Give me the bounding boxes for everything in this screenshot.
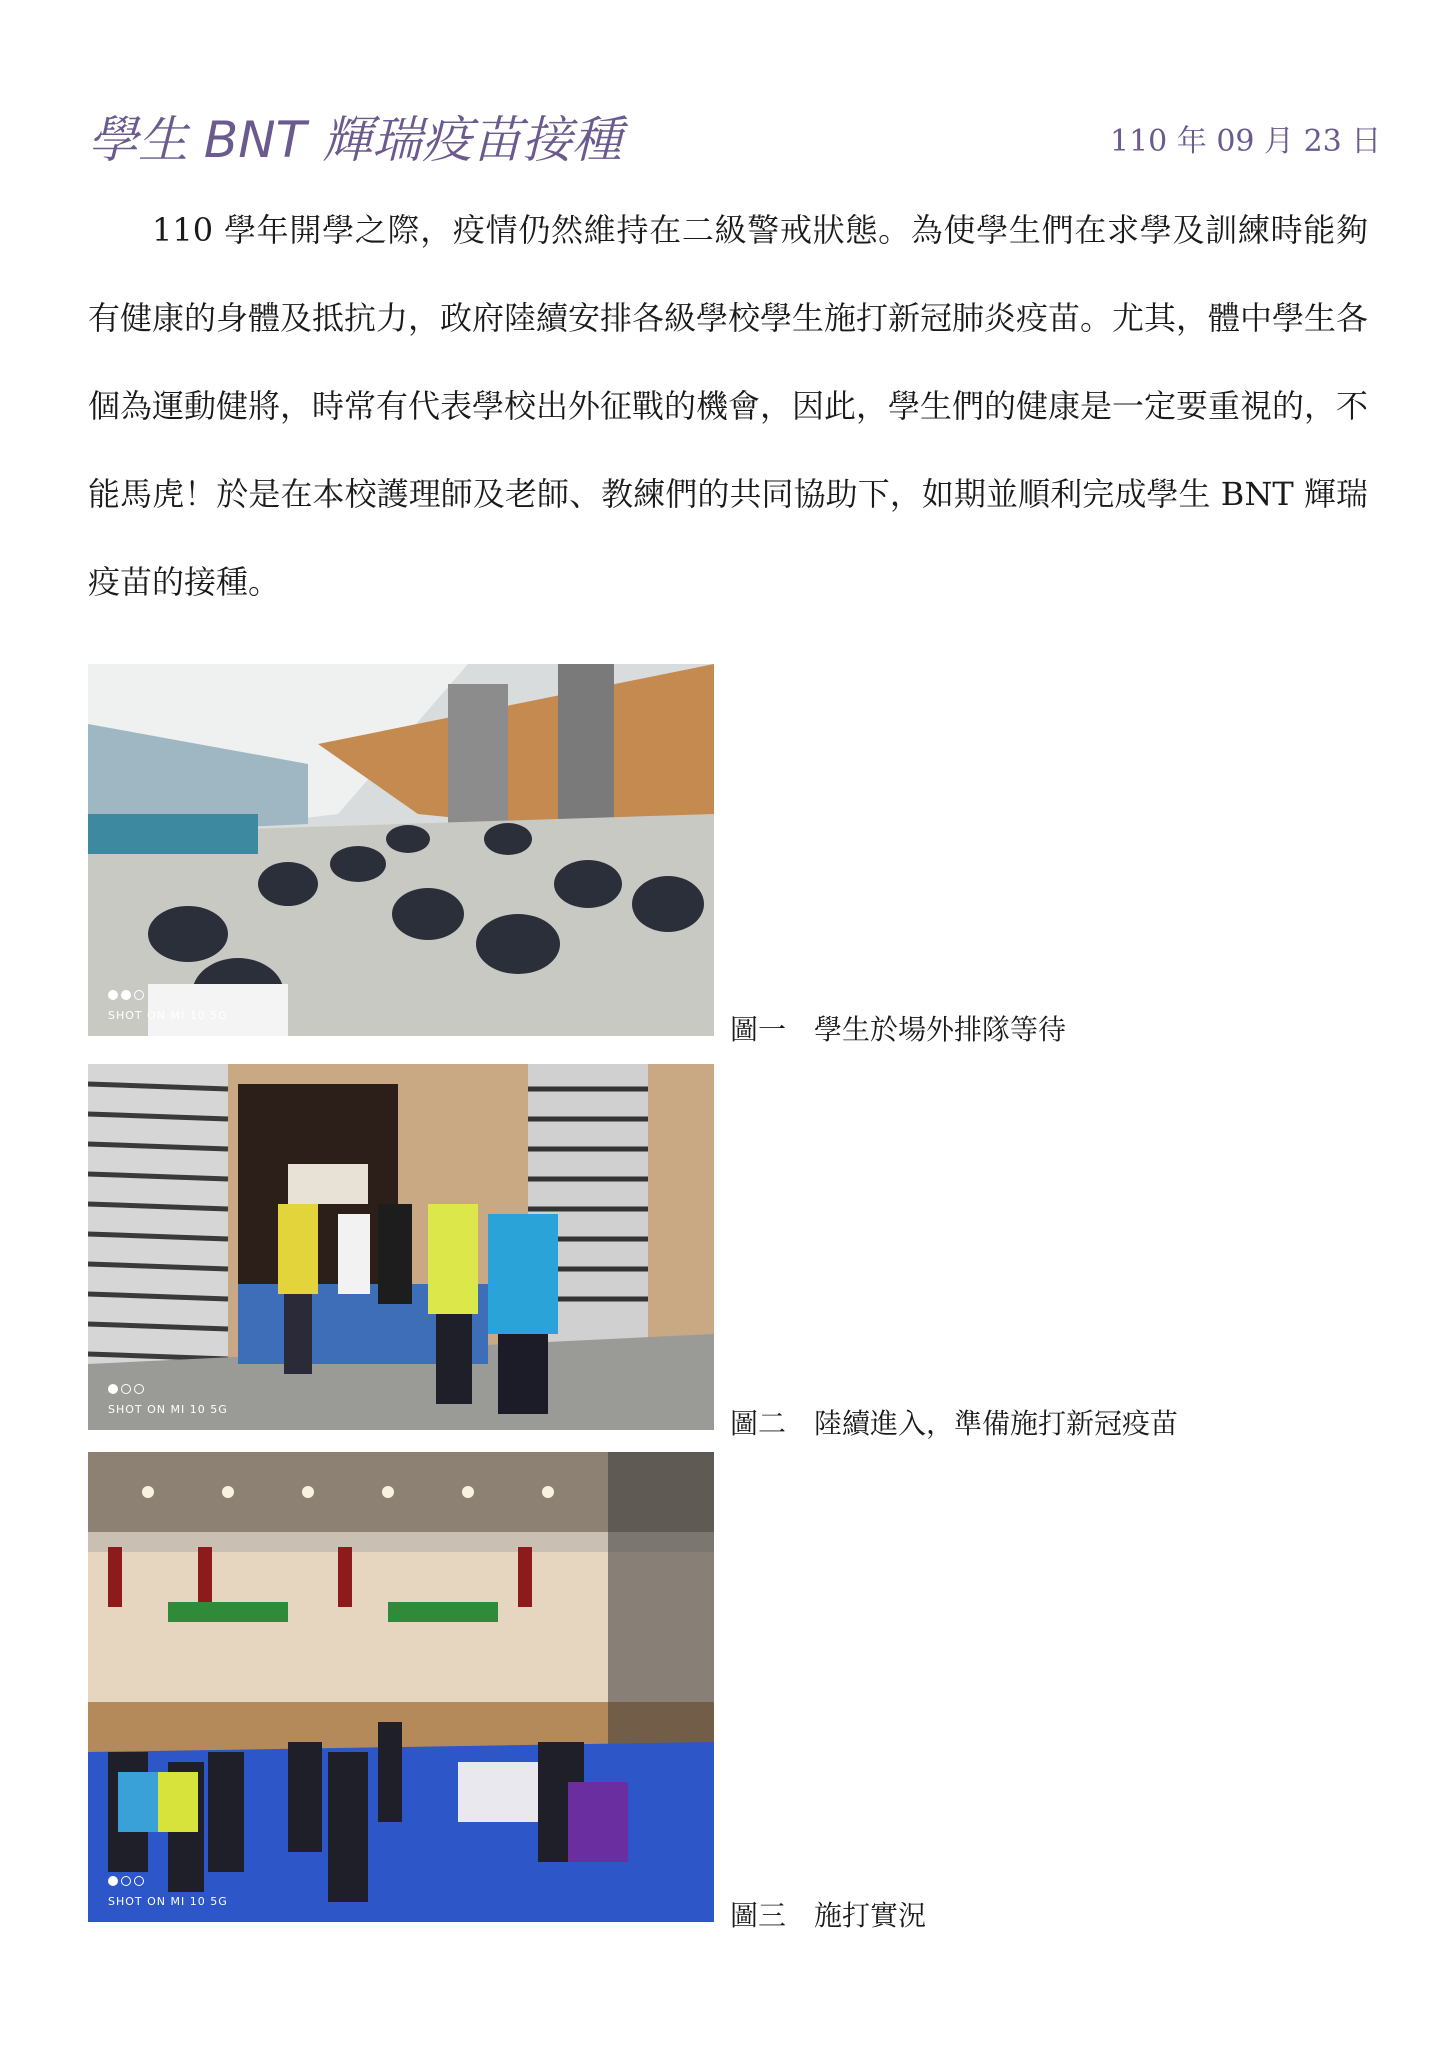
figure-2-photo — [88, 1064, 714, 1430]
figure-1-photo — [88, 664, 714, 1036]
carousel-dots — [108, 1379, 147, 1398]
figure-1-illustration — [88, 664, 714, 1036]
page-title: 學生 BNT 輝瑞疫苗接種 — [88, 111, 623, 169]
photo-watermark: SHOT ON MI 10 5G — [108, 1009, 228, 1022]
photo-watermark: SHOT ON MI 10 5G — [108, 1403, 228, 1416]
figure-3-illustration — [88, 1452, 714, 1922]
figure-3-photo — [88, 1452, 714, 1922]
carousel-dots — [108, 1871, 147, 1890]
figure-3-caption: 圖三 施打實況 — [730, 1899, 927, 1932]
page-date: 110 年 09 月 23 日 — [1110, 124, 1382, 159]
photo-watermark: SHOT ON MI 10 5G — [108, 1895, 228, 1908]
carousel-dots — [108, 985, 147, 1004]
figure-2-caption: 圖二 陸續進入，準備施打新冠疫苗 — [730, 1407, 1179, 1440]
figure-2-illustration — [88, 1064, 714, 1430]
article-paragraph: 110 學年開學之際，疫情仍然維持在二級警戒狀態。為使學生們在求學及訓練時能夠有健康的身體及抵抗力，政府陸續安排各級學校學生施打新冠肺炎疫苗。尤其，體中學生各個為運動健將，時常有代表學校出外征戰的機會，因此，學生們的健康是一定要重視的，不能馬虎！於是在本校護理師及老師、教練們的共同協助下，如期並順利完成學生 BNT 輝瑞疫苗的接種。 — [88, 211, 1369, 601]
figure-1-caption: 圖一 學生於場外排隊等待 — [730, 1013, 1067, 1046]
